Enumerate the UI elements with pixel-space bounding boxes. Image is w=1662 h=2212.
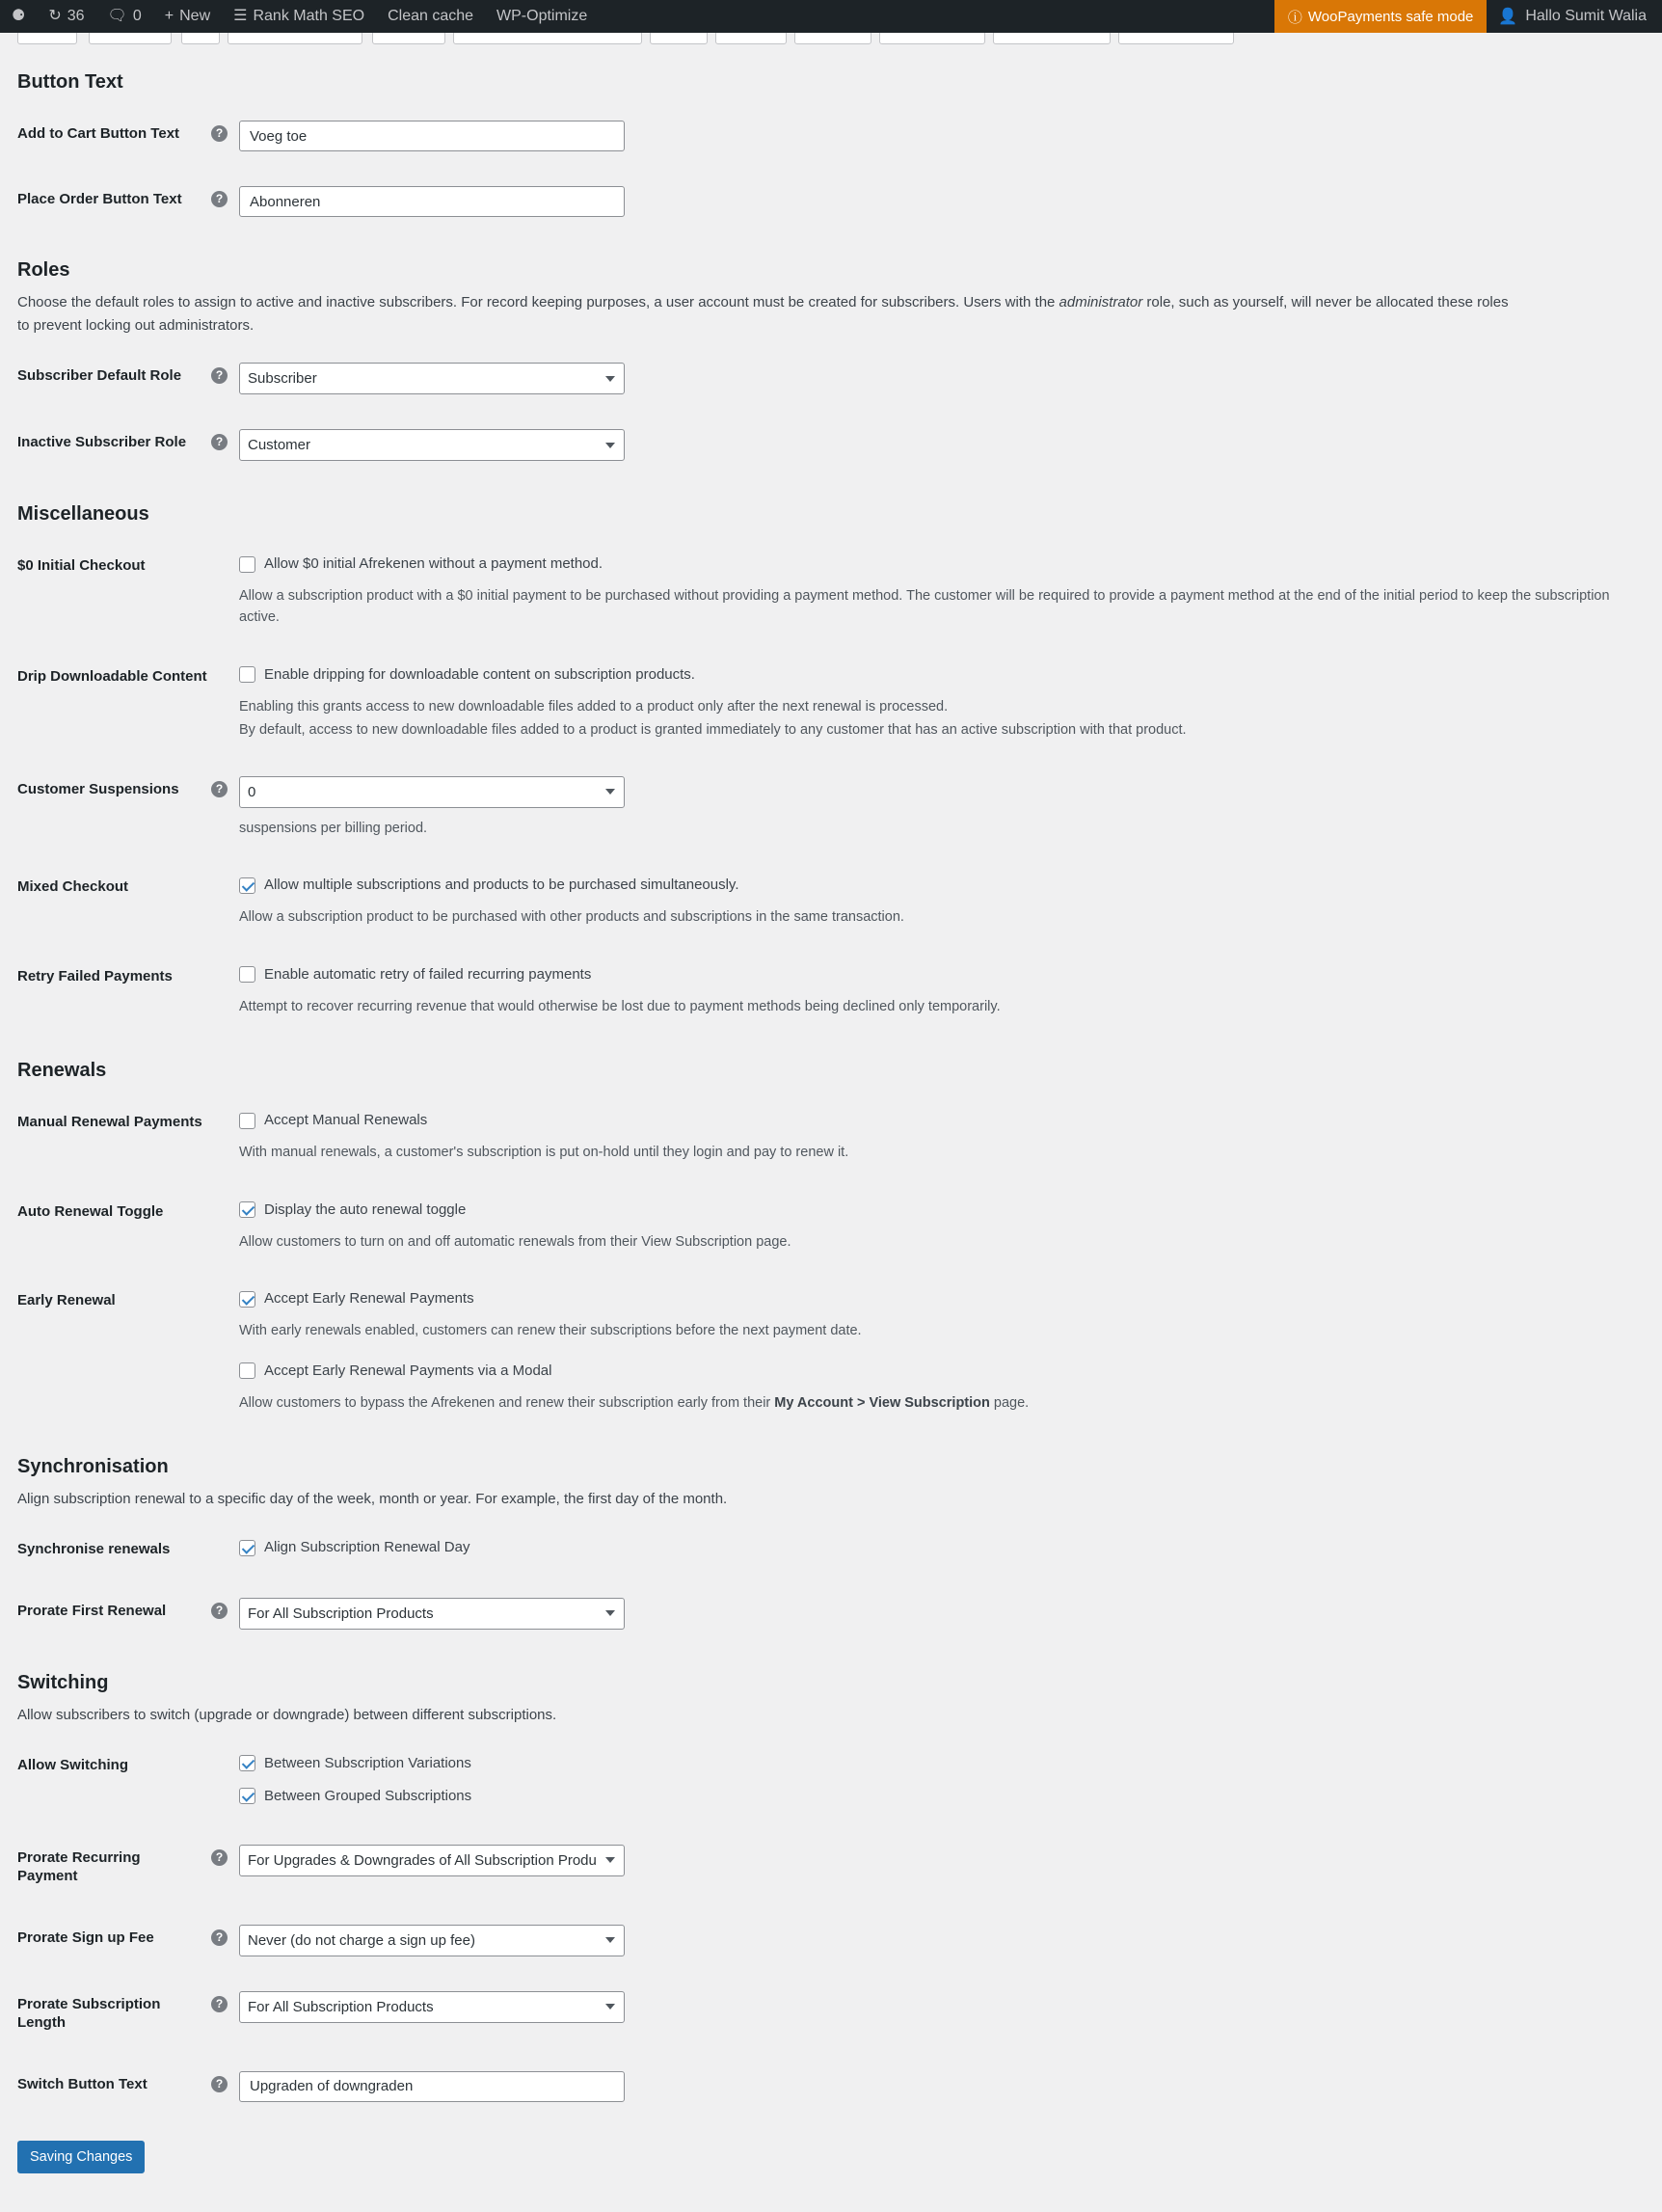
inactive-subscriber-role-select-wrap (239, 429, 625, 461)
help-icon[interactable]: ? (211, 1603, 228, 1619)
help-icon[interactable]: ? (211, 781, 228, 797)
wp-optimize-label: WP-Optimize (496, 8, 588, 24)
mixed-checkout-checkbox-row[interactable] (239, 874, 1629, 897)
label-text: Prorate Subscription Length (17, 1995, 161, 2032)
modal-desc-part1: Allow customers to bypass the Afrekenen and renew their subscription early from their (239, 1394, 775, 1411)
section-description-roles (17, 291, 1521, 337)
form-table-switching (17, 1735, 1639, 2119)
admin-bar-wp-logo[interactable] (0, 0, 37, 33)
howdy-label: Hallo Sumit Walia (1525, 8, 1647, 24)
label-text: Switch Button Text (17, 2075, 147, 2092)
section-description-synchronisation: Align subscription renewal to a specific day of the week, month or year. For example, the first day of the month. (17, 1491, 728, 1508)
prorate-recurring-payment-select-wrap (239, 1845, 625, 1876)
label-subscriber-default-role (17, 345, 239, 412)
section-title-synchronisation: Synchronisation (17, 1456, 169, 1478)
label-zero-initial-checkout (17, 535, 239, 646)
drip-description-2: By default, access to new downloadable files added to a product is granted immediately to any customer that has an active subscription with that product. (239, 722, 1187, 739)
form-table-synchronisation (17, 1519, 1639, 1647)
row-add-to-cart-button-text (17, 103, 1639, 169)
label-mixed-checkout (17, 856, 239, 945)
label-text: Place Order Button Text (17, 191, 182, 207)
tab-chip-5[interactable] (372, 33, 445, 44)
section-description-switching: Allow subscribers to switch (upgrade or downgrade) between different subscriptions. (17, 1706, 557, 1723)
help-icon[interactable]: ? (211, 434, 228, 450)
row-zero-initial-checkout (17, 535, 1639, 646)
label-allow-switching (17, 1735, 239, 1827)
label-drip-downloadable-content (17, 646, 239, 759)
zero-initial-checkout-label: Allow $0 initial Afrekenen without a payment method. (264, 555, 603, 572)
label-add-to-cart-button-text (17, 103, 239, 169)
label-text: Drip Downloadable Content (17, 667, 207, 685)
tab-chip-1[interactable] (17, 33, 77, 44)
zero-initial-checkout-checkbox-row[interactable] (239, 553, 1629, 576)
prorate-sign-up-fee-select-wrap (239, 1925, 625, 1956)
allow-switching-grouped-label: Between Grouped Subscriptions (264, 1787, 472, 1804)
add-to-cart-button-text-input[interactable] (239, 121, 625, 151)
allow-switching-grouped-checkbox[interactable] (239, 1788, 255, 1804)
label-text: Early Renewal (17, 1292, 116, 1309)
prorate-subscription-length-select[interactable] (239, 1991, 625, 2023)
label-text: Synchronise renewals (17, 1541, 171, 1558)
early-renewal-modal-description (239, 1392, 1629, 1414)
tab-chip-7[interactable] (650, 33, 708, 44)
allow-switching-variations-label: Between Subscription Variations (264, 1754, 471, 1771)
retry-checkbox-row[interactable] (239, 963, 1629, 986)
admin-bar-wp-optimize[interactable] (485, 0, 599, 33)
roles-desc-part1: Choose the default roles to assign to active and inactive subscribers. For record keeping purposes, a user account must be created for subscribers. Users with the (17, 294, 1059, 310)
row-drip-downloadable-content (17, 646, 1639, 759)
label-text: Subscriber Default Role (17, 367, 182, 384)
label-switch-button-text (17, 2054, 239, 2119)
label-text: Auto Renewal Toggle (17, 1202, 164, 1220)
subscriber-default-role-select-wrap (239, 363, 625, 394)
prorate-recurring-payment-select[interactable] (239, 1845, 625, 1876)
rank-math-label: Rank Math SEO (253, 8, 365, 24)
row-auto-renewal-toggle (17, 1181, 1639, 1270)
drip-label: Enable dripping for downloadable content on subscription products. (264, 665, 695, 683)
mixed-checkout-description: Allow a subscription product to be purchased with other products and subscriptions in the same transaction. (239, 909, 904, 926)
row-early-renewal (17, 1270, 1639, 1431)
allow-switching-variations-checkbox[interactable] (239, 1755, 255, 1771)
admin-bar-right (1274, 0, 1662, 33)
auto-renewal-toggle-checkbox-row[interactable] (239, 1199, 1629, 1222)
admin-bar-comments[interactable] (96, 0, 153, 33)
admin-bar (0, 0, 1662, 33)
comments-count: 0 (132, 8, 142, 24)
form-table-button-text (17, 103, 1639, 234)
early-renewal-checkbox[interactable] (239, 1291, 255, 1308)
auto-renewal-toggle-checkbox[interactable] (239, 1201, 255, 1218)
early-renewal-modal-label: Accept Early Renewal Payments via a Modal (264, 1362, 552, 1379)
warning-icon: ⓘ (1287, 9, 1302, 26)
tab-chip-2[interactable] (89, 33, 172, 44)
allow-switching-variations-row[interactable] (239, 1752, 1629, 1775)
row-customer-suspensions (17, 759, 1639, 856)
row-place-order-button-text (17, 169, 1639, 234)
row-switch-button-text (17, 2054, 1639, 2119)
label-auto-renewal-toggle (17, 1181, 239, 1270)
roles-desc-emphasis: administrator (1059, 294, 1143, 310)
label-prorate-recurring-payment (17, 1827, 239, 1907)
label-synchronise-renewals (17, 1519, 239, 1580)
label-prorate-sign-up-fee (17, 1907, 239, 1974)
early-renewal-label: Accept Early Renewal Payments (264, 1290, 474, 1308)
updates-icon: ↻ (48, 8, 62, 24)
label-text: Prorate Sign up Fee (17, 1929, 154, 1946)
updates-count: 36 (67, 8, 85, 24)
help-icon[interactable]: ? (211, 191, 228, 207)
save-changes-button[interactable]: Saving Changes (17, 2141, 145, 2174)
customer-suspensions-suffix: suspensions per billing period. (239, 820, 428, 836)
row-retry-failed-payments (17, 946, 1639, 1035)
synchronise-renewals-label: Align Subscription Renewal Day (264, 1539, 470, 1556)
tab-chip-4[interactable] (228, 33, 362, 44)
label-place-order-button-text (17, 169, 239, 234)
label-text: Inactive Subscriber Role (17, 434, 187, 450)
label-text: Prorate First Renewal (17, 1602, 167, 1619)
woopayments-label: WooPayments safe mode (1307, 8, 1474, 25)
allow-switching-grouped-row[interactable] (239, 1785, 1629, 1808)
row-prorate-recurring-payment (17, 1827, 1639, 1907)
synchronise-renewals-checkbox-row[interactable] (239, 1536, 1629, 1559)
submit-row (17, 2141, 1639, 2174)
customer-suspensions-select-wrap (239, 776, 625, 808)
manual-renewal-checkbox-row[interactable] (239, 1109, 1629, 1132)
label-text: Mixed Checkout (17, 878, 129, 896)
prorate-first-renewal-select-wrap (239, 1598, 625, 1630)
tab-chip-9[interactable] (794, 33, 871, 44)
user-avatar-icon: 👤 (1498, 9, 1518, 25)
row-prorate-first-renewal (17, 1580, 1639, 1647)
label-text: Manual Renewal Payments (17, 1114, 202, 1131)
label-prorate-first-renewal (17, 1580, 239, 1647)
manual-renewal-label: Accept Manual Renewals (264, 1112, 428, 1129)
tab-chip-10[interactable] (879, 33, 985, 44)
help-icon[interactable]: ? (211, 1929, 228, 1946)
tab-chip-6[interactable] (453, 33, 642, 44)
label-customer-suspensions (17, 759, 239, 856)
place-order-button-text-input[interactable] (239, 186, 625, 217)
row-allow-switching (17, 1735, 1639, 1827)
plus-icon: + (164, 8, 174, 24)
label-early-renewal (17, 1270, 239, 1431)
inactive-subscriber-role-select[interactable] (239, 429, 625, 461)
roles-desc-part2: role, such as yourself, will never be allocated these roles to prevent locking out administrators. (17, 294, 1509, 334)
mixed-checkout-checkbox[interactable] (239, 877, 255, 894)
section-title-button-text: Button Text (17, 71, 123, 93)
manual-renewal-checkbox[interactable] (239, 1113, 255, 1129)
label-text: $0 Initial Checkout (17, 557, 146, 574)
row-manual-renewal-payments (17, 1092, 1639, 1180)
retry-checkbox[interactable] (239, 966, 255, 983)
auto-renewal-toggle-description: Allow customers to turn on and off automatic renewals from their View Subscription page. (239, 1233, 791, 1250)
synchronise-renewals-checkbox[interactable] (239, 1540, 255, 1556)
row-prorate-subscription-length (17, 1974, 1639, 2054)
tab-chip-12[interactable] (1118, 33, 1234, 44)
modal-desc-part2: page. (989, 1394, 1030, 1411)
label-text: Add to Cart Button Text (17, 125, 180, 142)
row-inactive-subscriber-role (17, 412, 1639, 478)
section-title-renewals: Renewals (17, 1060, 107, 1082)
row-synchronise-renewals (17, 1519, 1639, 1580)
help-icon[interactable]: ? (211, 367, 228, 384)
new-label: New (179, 8, 211, 24)
comment-icon: 🗨 (107, 8, 127, 24)
prorate-subscription-length-select-wrap (239, 1991, 625, 2023)
wordpress-logo-icon: ⚈ (12, 8, 26, 24)
label-retry-failed-payments (17, 946, 239, 1035)
section-title-roles: Roles (17, 259, 70, 281)
early-renewal-modal-checkbox[interactable] (239, 1362, 255, 1379)
manual-renewal-description: With manual renewals, a customer's subscription is put on-hold until they login and pay to renew it. (239, 1145, 849, 1161)
tab-chip-8[interactable] (715, 33, 787, 44)
retry-label: Enable automatic retry of failed recurring payments (264, 965, 592, 983)
subscriber-default-role-select[interactable] (239, 363, 625, 394)
admin-bar-updates[interactable] (37, 0, 95, 33)
zero-initial-checkout-checkbox[interactable] (239, 556, 255, 573)
switch-button-text-input[interactable] (239, 2071, 625, 2102)
early-renewal-checkbox-row[interactable] (239, 1287, 1629, 1310)
admin-bar-rank-math[interactable] (222, 0, 376, 33)
row-prorate-sign-up-fee (17, 1907, 1639, 1974)
early-renewal-description: With early renewals enabled, customers can renew their subscriptions before the next payment date. (239, 1323, 862, 1339)
admin-bar-woopayments-safe-mode[interactable] (1274, 0, 1488, 33)
form-table-miscellaneous (17, 535, 1639, 1035)
drip-checkbox-row[interactable] (239, 663, 1629, 687)
drip-description-1: Enabling this grants access to new downloadable files added to a product only after the next renewal is processed. (239, 698, 949, 715)
early-renewal-modal-checkbox-row[interactable] (239, 1360, 1629, 1383)
settings-page (0, 71, 1662, 2212)
prorate-first-renewal-select[interactable] (239, 1598, 625, 1630)
settings-tab-strip (0, 33, 1662, 46)
help-icon[interactable]: ? (211, 2076, 228, 2092)
drip-checkbox[interactable] (239, 666, 255, 683)
admin-bar-new[interactable] (153, 0, 222, 33)
label-text: Prorate Recurring Payment (17, 1848, 141, 1885)
modal-desc-bold: My Account > View Subscription (774, 1394, 990, 1411)
section-title-switching: Switching (17, 1671, 109, 1693)
label-text: Allow Switching (17, 1756, 128, 1773)
clean-cache-label: Clean cache (388, 8, 474, 24)
form-table-roles (17, 345, 1639, 478)
label-text: Customer Suspensions (17, 780, 179, 797)
auto-renewal-toggle-label: Display the auto renewal toggle (264, 1200, 467, 1218)
tab-chip-3[interactable] (181, 33, 220, 44)
form-table-renewals (17, 1092, 1639, 1431)
prorate-sign-up-fee-select[interactable] (239, 1925, 625, 1956)
zero-initial-checkout-description: Allow a subscription product with a $0 initial payment to be purchased without providing a payment method. The customer will be required to provide a payment method at the end of the initial period to keep the subscription active. (239, 588, 1610, 626)
retry-description: Attempt to recover recurring revenue that would otherwise be lost due to payment methods being declined only temporarily. (239, 998, 1001, 1014)
mixed-checkout-label: Allow multiple subscriptions and products to be purchased simultaneously. (264, 877, 739, 894)
row-mixed-checkout (17, 856, 1639, 945)
customer-suspensions-select[interactable] (239, 776, 625, 808)
admin-bar-clean-cache[interactable] (376, 0, 485, 33)
label-prorate-subscription-length (17, 1974, 239, 2054)
label-inactive-subscriber-role (17, 412, 239, 478)
label-text: Retry Failed Payments (17, 967, 173, 985)
row-subscriber-default-role (17, 345, 1639, 412)
tab-chip-11[interactable] (993, 33, 1111, 44)
help-icon[interactable]: ? (211, 1849, 228, 1866)
section-title-miscellaneous: Miscellaneous (17, 503, 149, 525)
admin-bar-howdy[interactable] (1487, 0, 1662, 33)
help-icon[interactable]: ? (211, 1996, 228, 2012)
help-icon[interactable]: ? (211, 125, 228, 142)
label-manual-renewal-payments (17, 1092, 239, 1180)
rank-math-icon: ☰ (233, 8, 248, 24)
